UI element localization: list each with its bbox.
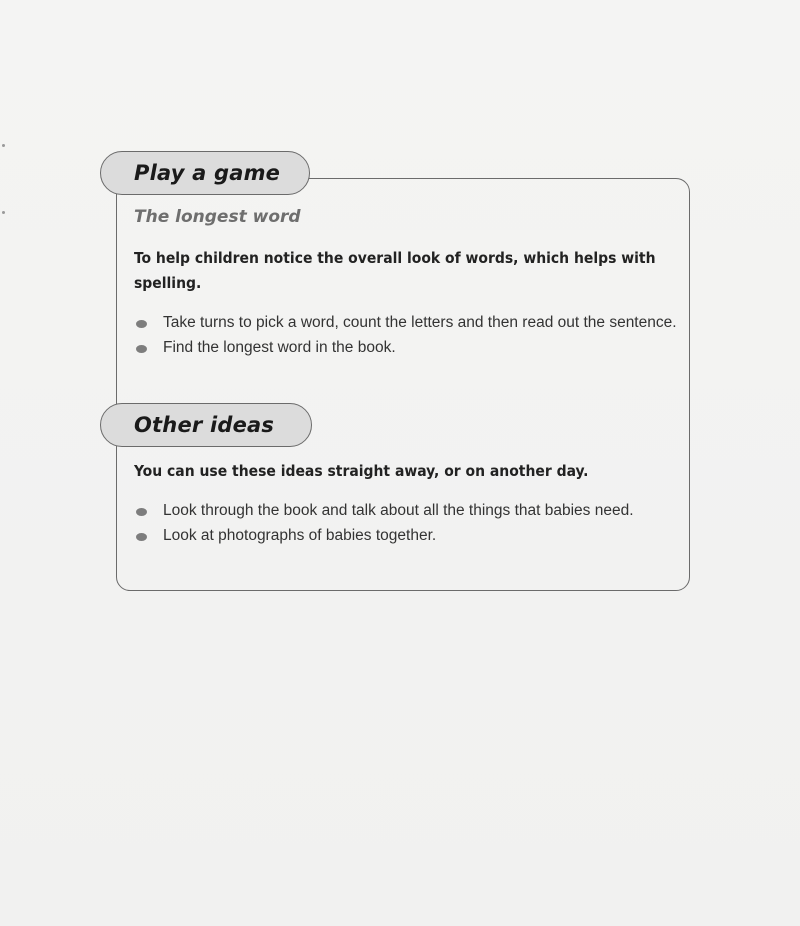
section-tab-play-a-game — [100, 151, 310, 195]
other-ideas-intro: You can use these ideas straight away, or on another day. — [134, 462, 589, 480]
list-item — [134, 335, 679, 360]
section-title: Play a game — [134, 161, 281, 185]
list-item — [134, 498, 679, 523]
activity-subheading: The longest word — [134, 207, 301, 227]
bullet-icon — [136, 533, 147, 541]
list-item-text: Look through the book and talk about all the things that babies need. — [163, 502, 634, 519]
margin-mark — [2, 211, 5, 214]
bullet-icon — [136, 345, 147, 353]
list-item-text: Take turns to pick a word, count the letters and then read out the sentence. — [163, 314, 677, 331]
section-tab-other-ideas — [100, 403, 312, 447]
list-item-text: Find the longest word in the book. — [163, 339, 396, 356]
bullet-icon — [136, 320, 147, 328]
margin-mark — [2, 144, 5, 147]
list-item — [134, 310, 679, 335]
list-item — [134, 523, 679, 548]
section-title: Other ideas — [134, 413, 275, 437]
other-ideas-bullet-list — [134, 498, 679, 548]
bullet-icon — [136, 508, 147, 516]
play-game-intro: To help children notice the overall look of words, which helps with spelling. — [134, 249, 656, 292]
list-item-text: Look at photographs of babies together. — [163, 527, 437, 544]
play-game-bullet-list — [134, 310, 679, 360]
